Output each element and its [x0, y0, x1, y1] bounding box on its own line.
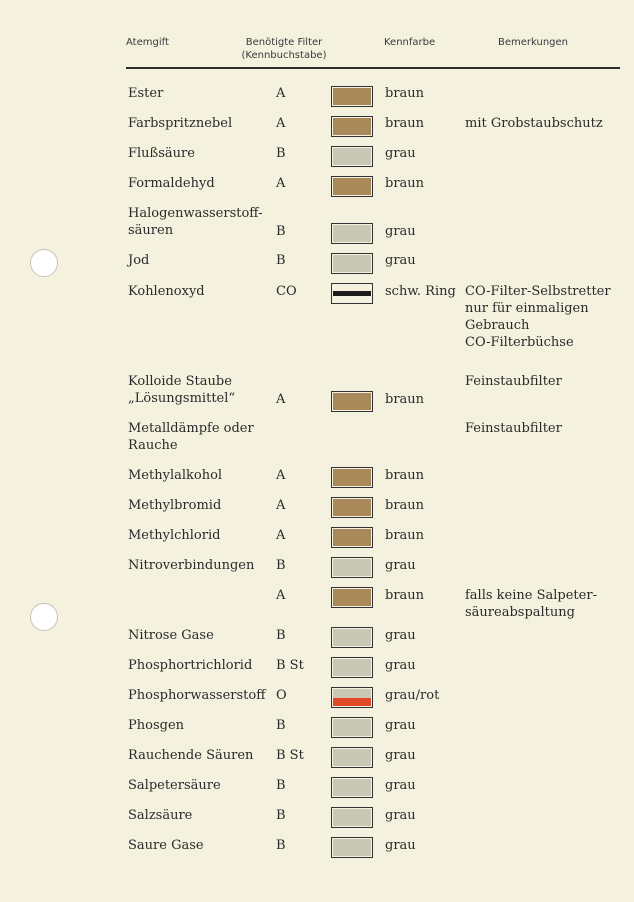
agent-name: Halogenwasserstoff-	[128, 206, 263, 221]
header-filter	[236, 36, 332, 62]
color-label: braun	[385, 116, 425, 131]
filter-letter: A	[276, 392, 286, 407]
remark: falls keine Salpeter-	[465, 588, 597, 603]
agent-name: Kohlenoxyd	[128, 284, 205, 299]
filter-letter: A	[276, 468, 286, 483]
header-rule	[126, 67, 620, 69]
header-color: Kennfarbe	[384, 37, 436, 48]
agent-name: Saure Gase	[128, 838, 204, 853]
color-label: grau	[385, 558, 416, 573]
filter-letter: B St	[276, 658, 304, 673]
color-swatch	[331, 391, 373, 412]
color-label: braun	[385, 588, 425, 603]
color-label: grau	[385, 748, 416, 763]
filter-letter: B	[276, 253, 286, 268]
remark-continued: säureabspaltung	[465, 605, 575, 620]
agent-name: Salpetersäure	[128, 778, 221, 793]
header-remarks: Bemerkungen	[498, 37, 569, 48]
color-swatch	[331, 687, 373, 708]
filter-letter: B	[276, 838, 286, 853]
header-agent: Atemgift	[126, 37, 169, 48]
agent-name: Phosphortrichlorid	[128, 658, 253, 673]
agent-name: Methylbromid	[128, 498, 222, 513]
color-label: grau	[385, 146, 416, 161]
color-swatch	[331, 223, 373, 244]
header-filter-line2: (Kennbuchstabe)	[241, 50, 327, 61]
color-swatch	[331, 497, 373, 518]
filter-letter: B	[276, 628, 286, 643]
agent-name: Formaldehyd	[128, 176, 215, 191]
color-swatch	[331, 283, 373, 304]
remark: Feinstaubfilter	[465, 374, 562, 389]
agent-name: Ester	[128, 86, 164, 101]
filter-letter: A	[276, 86, 286, 101]
color-swatch	[331, 657, 373, 678]
agent-name: Phosgen	[128, 718, 185, 733]
punch-hole-top	[30, 249, 58, 277]
remark: CO-Filter-Selbstretter	[465, 284, 611, 299]
agent-name-continued: „Lösungsmittel“	[128, 391, 236, 406]
color-label: grau	[385, 658, 416, 673]
color-label: grau	[385, 838, 416, 853]
agent-name: Phosphorwasserstoff	[128, 688, 266, 703]
color-swatch	[331, 557, 373, 578]
filter-letter: A	[276, 588, 286, 603]
color-label: braun	[385, 86, 425, 101]
agent-name: Rauchende Säuren	[128, 748, 254, 763]
filter-letter: A	[276, 498, 286, 513]
agent-name: Farbspritznebel	[128, 116, 233, 131]
color-label: grau	[385, 628, 416, 643]
color-swatch	[331, 777, 373, 798]
color-swatch	[331, 837, 373, 858]
color-label: grau	[385, 808, 416, 823]
color-swatch	[331, 587, 373, 608]
agent-name: Jod	[128, 253, 150, 268]
agent-name-continued: Rauche	[128, 438, 178, 453]
color-label: grau	[385, 778, 416, 793]
color-label: braun	[385, 528, 425, 543]
color-label: grau	[385, 718, 416, 733]
agent-name: Methylalkohol	[128, 468, 223, 483]
agent-name: Nitrose Gase	[128, 628, 214, 643]
punch-hole-bottom	[30, 603, 58, 631]
color-label: grau	[385, 224, 416, 239]
color-label: braun	[385, 392, 425, 407]
color-label: braun	[385, 176, 425, 191]
filter-letter: A	[276, 528, 286, 543]
color-swatch	[331, 253, 373, 274]
color-label: grau	[385, 253, 416, 268]
filter-letter: O	[276, 688, 287, 703]
color-swatch	[331, 747, 373, 768]
color-label: schw. Ring	[385, 284, 456, 299]
filter-letter: A	[276, 176, 286, 191]
filter-letter: B	[276, 808, 286, 823]
filter-letter: B	[276, 778, 286, 793]
agent-name-continued: säuren	[128, 223, 174, 238]
agent-name: Flußsäure	[128, 146, 195, 161]
color-swatch	[331, 116, 373, 137]
agent-name: Methylchlorid	[128, 528, 221, 543]
agent-name: Nitroverbindungen	[128, 558, 255, 573]
color-label: grau/rot	[385, 688, 440, 703]
remark: mit Grobstaubschutz	[465, 116, 603, 131]
filter-letter: CO	[276, 284, 297, 299]
color-swatch	[331, 807, 373, 828]
color-label: braun	[385, 498, 425, 513]
remark-continued: nur für einmaligen	[465, 301, 589, 316]
filter-letter: B	[276, 558, 286, 573]
color-swatch	[331, 527, 373, 548]
color-swatch	[331, 176, 373, 197]
color-swatch	[331, 86, 373, 107]
header-filter-line1: Benötigte Filter	[245, 37, 323, 48]
filter-letter: B	[276, 146, 286, 161]
filter-letter: B St	[276, 748, 304, 763]
agent-name: Salzsäure	[128, 808, 193, 823]
filter-letter: A	[276, 116, 286, 131]
remark-continued: CO-Filterbüchse	[465, 335, 574, 350]
agent-name: Metalldämpfe oder	[128, 421, 254, 436]
color-swatch	[331, 146, 373, 167]
remark-continued: Gebrauch	[465, 318, 530, 333]
remark: Feinstaubfilter	[465, 421, 562, 436]
agent-name: Kolloide Staube	[128, 374, 232, 389]
filter-letter: B	[276, 224, 286, 239]
color-swatch	[331, 467, 373, 488]
color-swatch	[331, 717, 373, 738]
color-label: braun	[385, 468, 425, 483]
filter-letter: B	[276, 718, 286, 733]
color-swatch	[331, 627, 373, 648]
